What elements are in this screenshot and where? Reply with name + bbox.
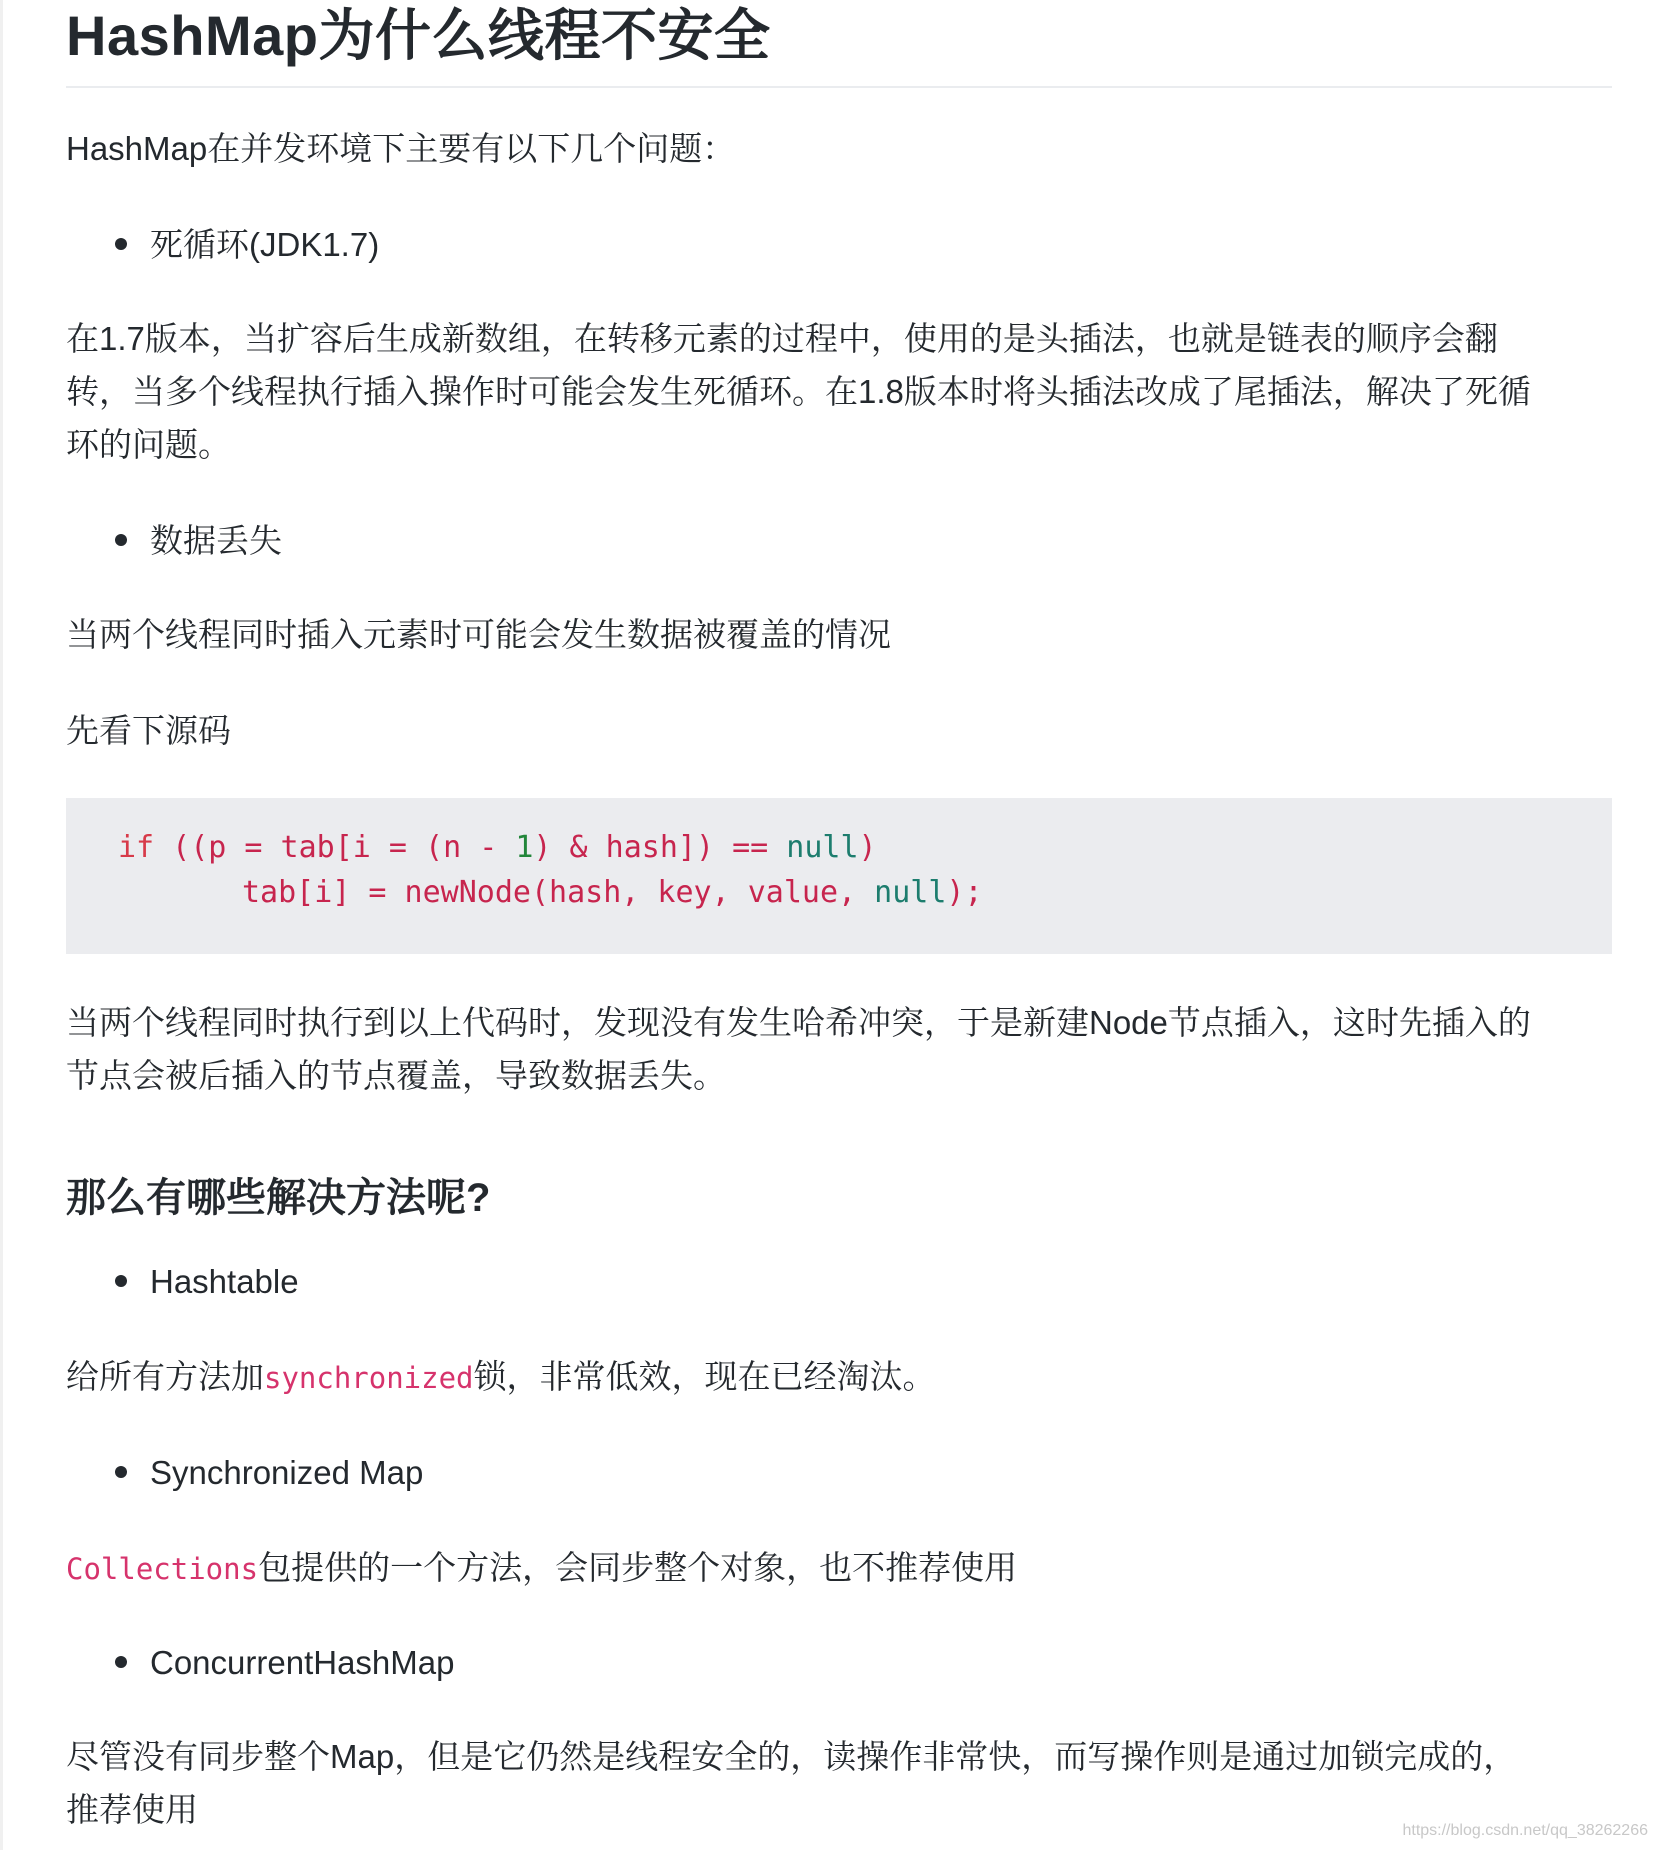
- text-line: 环的问题。: [66, 426, 231, 463]
- code-text: );: [946, 875, 983, 910]
- page-title: HashMap为什么线程不安全: [66, 0, 1612, 88]
- code-text: ): [858, 830, 877, 865]
- bullet-dot: [115, 1466, 127, 1478]
- list-item-label: 死循环(JDK1.7): [150, 226, 380, 263]
- bullet-dot: [115, 1656, 127, 1668]
- problem-1-paragraph: [66, 312, 1612, 471]
- text-line: 转，当多个线程执行插入操作时可能会发生死循环。在1.8版本时将头插法改成了尾插法，解决了死循: [66, 373, 1531, 410]
- code-text: ((p = tab[i = (n -: [154, 830, 516, 865]
- bullet-dot: [115, 238, 127, 250]
- text-run: 给所有方法加: [66, 1358, 264, 1395]
- text-line: 当两个线程同时执行到以上代码时，发现没有发生哈希冲突，于是新建Node节点插入，这时先插入的: [66, 1004, 1531, 1041]
- source-intro: 先看下源码: [66, 712, 231, 749]
- text-line: 在1.7版本，当扩容后生成新数组，在转移元素的过程中，使用的是头插法，也就是链表的顺序会翻: [66, 320, 1498, 357]
- text-line: 尽管没有同步整个Map，但是它仍然是线程安全的，读操作非常快，而写操作则是通过加锁完成的，: [66, 1738, 1517, 1775]
- code-text: ) & hash]) ==: [533, 830, 787, 865]
- left-border: [0, 0, 3, 1850]
- bullet-dot: [115, 1275, 127, 1287]
- inline-code: synchronized: [264, 1361, 474, 1395]
- code-literal: null: [874, 875, 947, 910]
- text-line: 节点会被后插入的节点覆盖，导致数据丢失。: [66, 1057, 726, 1094]
- code-keyword: if: [118, 830, 155, 865]
- code-number: 1: [515, 830, 534, 865]
- intro-paragraph: HashMap在并发环境下主要有以下几个问题：: [66, 130, 736, 167]
- explain-paragraph: [66, 996, 1612, 1102]
- solutions-heading: 那么有哪些解决方法呢?: [66, 1176, 491, 1220]
- code-literal: null: [786, 830, 859, 865]
- code-line-2: [242, 875, 983, 910]
- problem-2-paragraph: 当两个线程同时插入元素时可能会发生数据被覆盖的情况: [66, 616, 891, 653]
- list-item-label: 数据丢失: [150, 522, 282, 559]
- text-run: 锁，非常低效，现在已经淘汰。: [473, 1358, 936, 1395]
- inline-code: Collections: [66, 1552, 259, 1586]
- list-item-label: Synchronized Map: [150, 1454, 424, 1491]
- solution-3-paragraph: [66, 1730, 1612, 1836]
- text-run: 包提供的一个方法，会同步整个对象，也不推荐使用: [258, 1549, 1018, 1586]
- code-text: tab[i] = newNode(hash, key, value,: [242, 875, 875, 910]
- text-line: 推荐使用: [66, 1791, 198, 1828]
- watermark: https://blog.csdn.net/qq_38262266: [1402, 1822, 1648, 1839]
- code-line-1: [118, 830, 877, 865]
- list-item-label: ConcurrentHashMap: [150, 1644, 455, 1681]
- list-item-label: Hashtable: [150, 1263, 299, 1300]
- solution-2-paragraph: [66, 1541, 1612, 1596]
- code-block: [66, 798, 1612, 954]
- solution-1-paragraph: [66, 1350, 1612, 1405]
- bullet-dot: [115, 534, 127, 546]
